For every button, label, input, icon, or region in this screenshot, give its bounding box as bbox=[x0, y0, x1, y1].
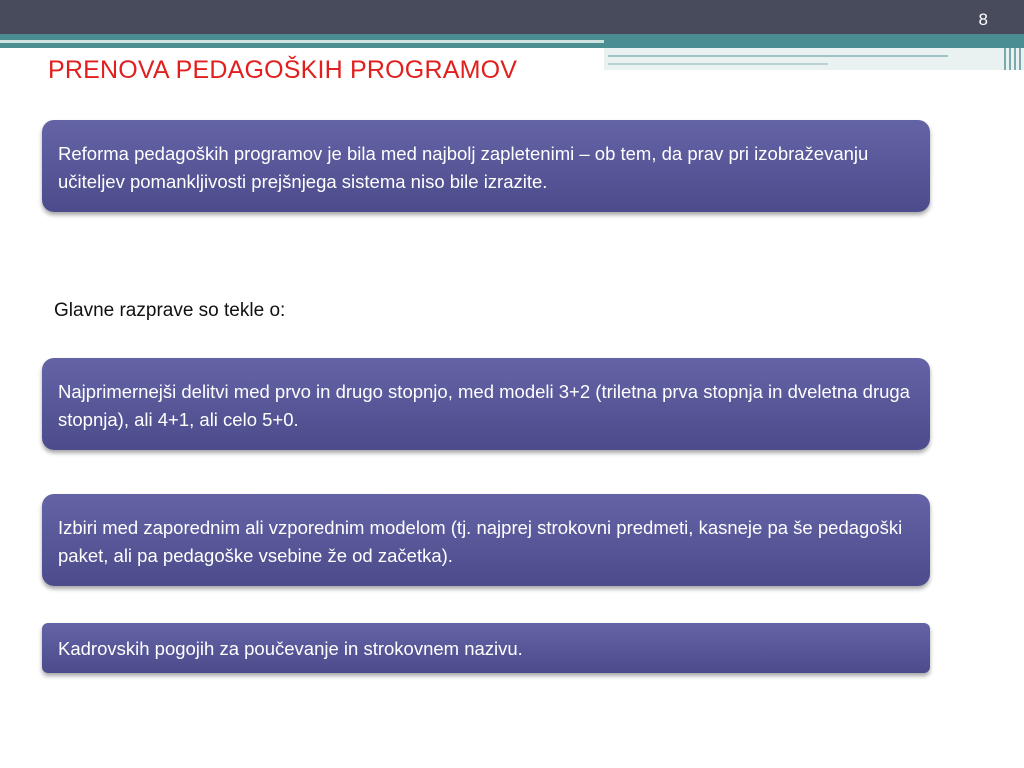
point-box: Kadrovskih pogojih za poučevanje in strokovnem nazivu. bbox=[42, 623, 930, 673]
decorative-line bbox=[608, 55, 948, 57]
subheading: Glavne razprave so tekle o: bbox=[54, 300, 286, 321]
decorative-stripes bbox=[604, 48, 1024, 70]
slide-title: PRENOVA PEDAGOŠKIH PROGRAMOV bbox=[48, 56, 518, 84]
point-box: Izbiri med zaporednim ali vzporednim modelom (tj. najprej strokovni predmeti, kasneje pa še pedagoški paket, ali pa pedagoške vsebine že od začetka). bbox=[42, 494, 930, 586]
intro-box: Reforma pedagoških programov je bila med najbolj zapletenimi – ob tem, da prav pri izobraževanju učiteljev pomankljivosti prejšnjega sistema niso bile izrazite. bbox=[42, 120, 930, 212]
decorative-line bbox=[608, 63, 828, 65]
slide-number: 8 bbox=[978, 10, 988, 29]
point-box: Najprimernejši delitvi med prvo in drugo stopnjo, med modeli 3+2 (triletna prva stopnja in dveletna druga stopnja), ali 4+1, ali celo 5+0. bbox=[42, 358, 930, 450]
header-band bbox=[0, 0, 1024, 34]
decorative-vertical-stripes bbox=[1004, 48, 1024, 70]
accent-band bbox=[0, 34, 1024, 48]
